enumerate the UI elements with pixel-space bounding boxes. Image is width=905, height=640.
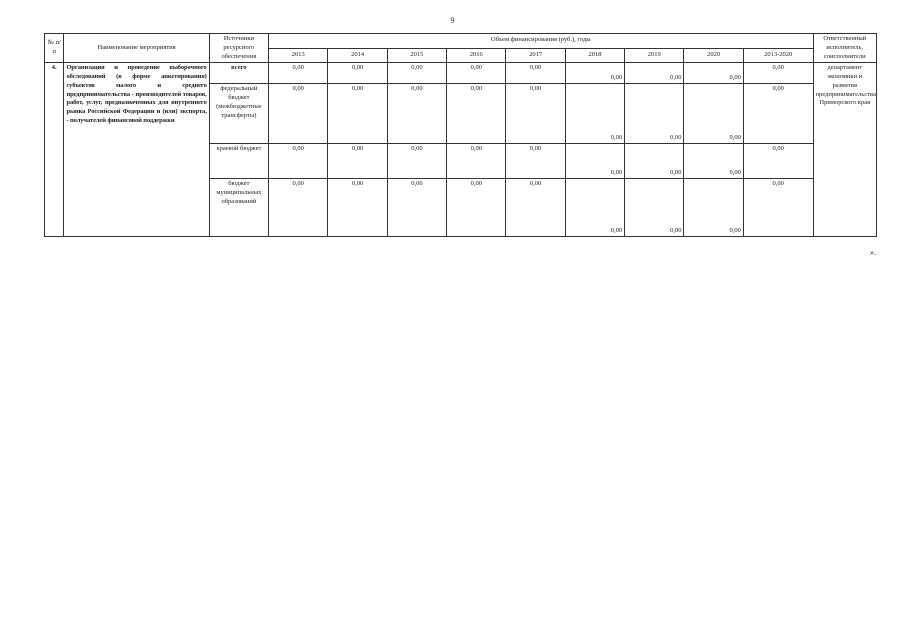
value-cell: 0,00 (447, 84, 506, 144)
row-number: 4. (45, 63, 64, 237)
header-funding: Объем финансирования (руб.), годы (269, 34, 813, 49)
measure-name: Организация и проведение выборочного обследований (в форме анкетирования) субъектов малого и среднего предпринимательства - производителей товаров, работ, услуг, предназначенных для внутреннего рынка Российской Федерации и (или) экспорта, - получателей финансовой поддержки (64, 63, 209, 237)
header-year: 2015 (387, 48, 446, 63)
value-cell: 0,00 (328, 144, 387, 179)
header-responsible: Ответственный исполнитель, соисполнители (813, 34, 876, 63)
value-cell: 0,00 (269, 63, 328, 84)
value-cell: 0,00 (565, 84, 624, 144)
value-cell: 0,00 (565, 179, 624, 237)
header-year: 2020 (684, 48, 743, 63)
value-cell-total: 0,00 (743, 144, 813, 179)
header-name: Наименование мероприятия (64, 34, 209, 63)
value-cell: 0,00 (625, 63, 684, 84)
value-cell: 0,00 (328, 84, 387, 144)
value-cell: 0,00 (565, 63, 624, 84)
value-cell: 0,00 (625, 144, 684, 179)
value-cell: 0,00 (447, 63, 506, 84)
page-number: 9 (450, 16, 455, 25)
source-label: всего (209, 63, 268, 84)
value-cell-total: 0,00 (743, 179, 813, 237)
value-cell: 0,00 (447, 144, 506, 179)
table-row (45, 63, 877, 84)
header-year: 2019 (625, 48, 684, 63)
value-cell: 0,00 (269, 179, 328, 237)
header-year: 2016 (447, 48, 506, 63)
value-cell: 0,00 (387, 84, 446, 144)
header-year: 2018 (565, 48, 624, 63)
value-cell: 0,00 (328, 63, 387, 84)
responsible-executor: департамент экономики и развития предпринимательства Приморского края (813, 63, 876, 237)
value-cell: 0,00 (684, 84, 743, 144)
value-cell: 0,00 (447, 179, 506, 237)
header-source: Источники ресурсного обеспечения (209, 34, 268, 63)
value-cell: 0,00 (506, 63, 565, 84)
financing-table (44, 33, 877, 237)
value-cell: 0,00 (625, 179, 684, 237)
value-cell-total: 0,00 (743, 63, 813, 84)
value-cell: 0,00 (506, 144, 565, 179)
value-cell: 0,00 (565, 144, 624, 179)
header-year: 2014 (328, 48, 387, 63)
value-cell: 0,00 (625, 84, 684, 144)
closing-quote: ». (870, 248, 876, 257)
header-row-top (45, 34, 877, 49)
value-cell: 0,00 (387, 179, 446, 237)
value-cell: 0,00 (506, 84, 565, 144)
value-cell-total: 0,00 (743, 84, 813, 144)
header-year: 2017 (506, 48, 565, 63)
value-cell: 0,00 (269, 144, 328, 179)
value-cell: 0,00 (387, 144, 446, 179)
value-cell: 0,00 (506, 179, 565, 237)
value-cell: 0,00 (684, 63, 743, 84)
value-cell: 0,00 (269, 84, 328, 144)
header-year: 2013 (269, 48, 328, 63)
source-label: федеральный бюджет (межбюджетные трансферты) (209, 84, 268, 144)
value-cell: 0,00 (328, 179, 387, 237)
source-label: бюджет муниципальных образований (209, 179, 268, 237)
value-cell: 0,00 (684, 144, 743, 179)
header-year-total: 2013-2020 (743, 48, 813, 63)
header-num: № п/п (45, 34, 64, 63)
value-cell: 0,00 (387, 63, 446, 84)
source-label: краевой бюджет (209, 144, 268, 179)
value-cell: 0,00 (684, 179, 743, 237)
